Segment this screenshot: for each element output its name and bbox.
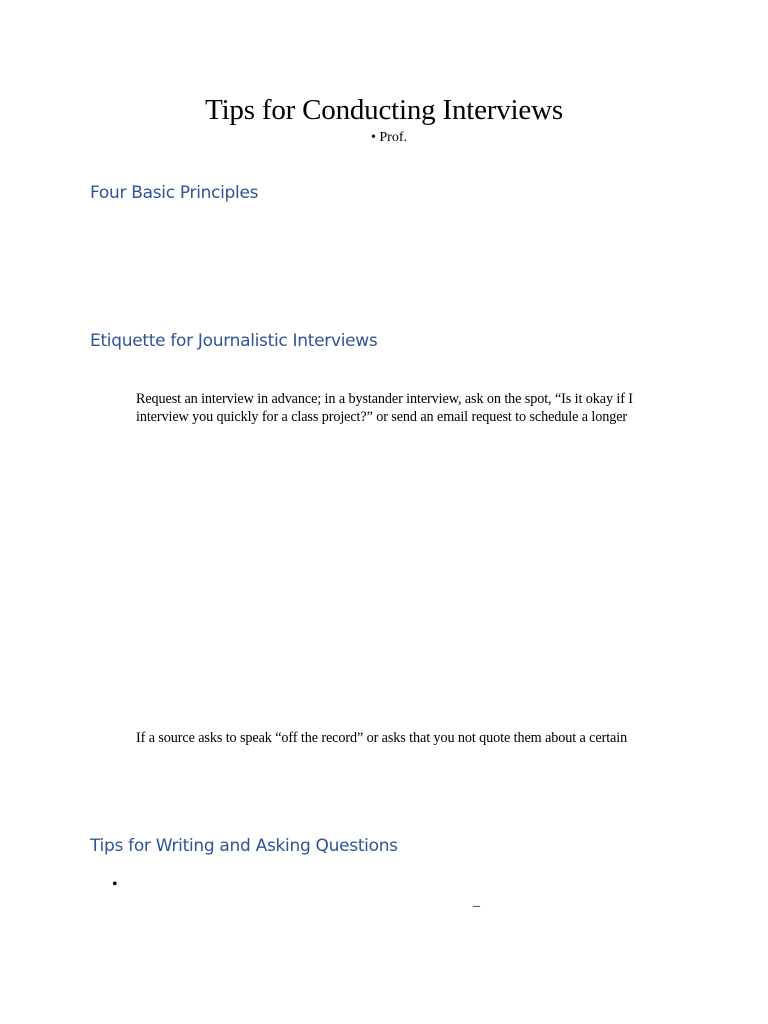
paragraph-line: Request an interview in advance; in a bystander interview, ask on the spot, “Is it okay if I (136, 391, 633, 407)
document-author: • Prof. (370, 130, 407, 145)
paragraph-line: interview you quickly for a class project?” or send an email request to schedule a longer (136, 409, 628, 425)
paragraph-off-the-record (136, 729, 696, 747)
heading-etiquette: Etiquette for Journalistic Interviews (90, 331, 378, 351)
document-title: Tips for Conducting Interviews (205, 94, 563, 126)
heading-tips-for-questions: Tips for Writing and Asking Questions (90, 836, 398, 856)
paragraph-line: If a source asks to speak “off the record” or asks that you not quote them about a certain (136, 730, 628, 746)
underscore-mark: _ (473, 894, 480, 909)
bullet-point-icon: • (112, 876, 118, 893)
paragraph-request-interview (136, 390, 696, 426)
heading-four-basic-principles: Four Basic Principles (90, 183, 259, 203)
